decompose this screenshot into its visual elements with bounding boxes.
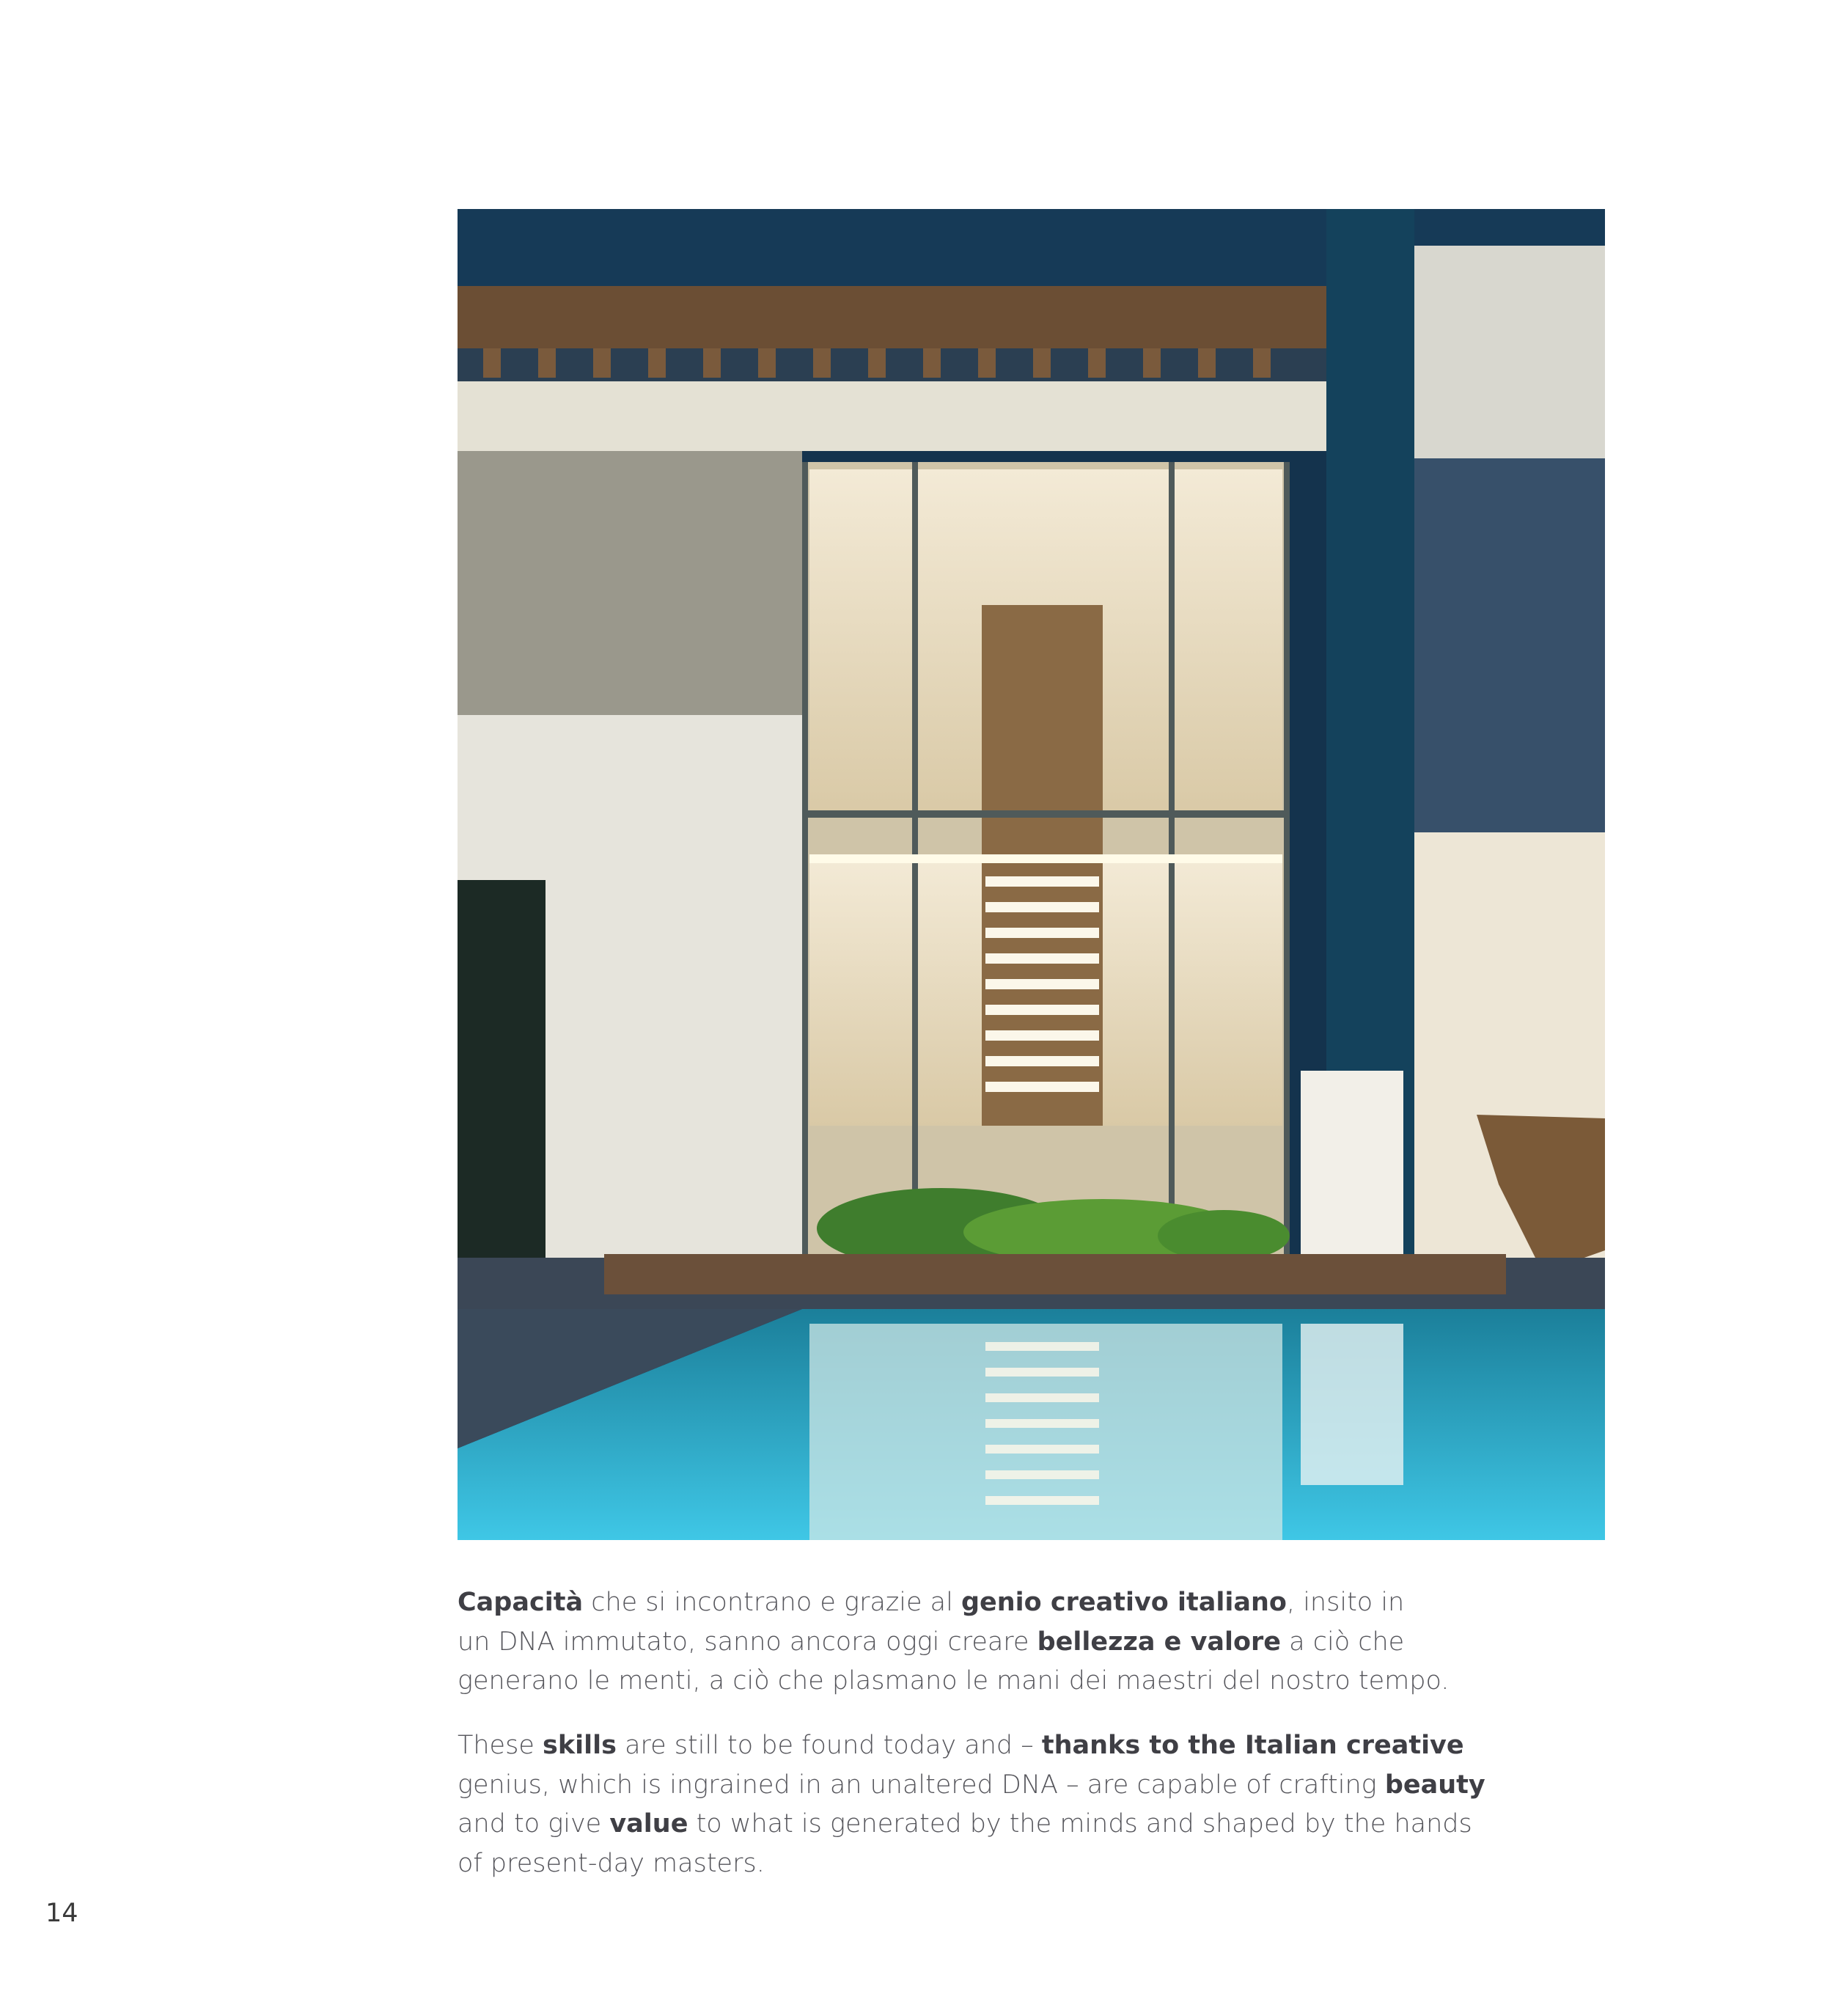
text-run: are still to be found today and – [616, 1731, 1042, 1760]
text-run: , insito in [1286, 1588, 1405, 1617]
paragraph-english [458, 1726, 1513, 1883]
bold-phrase: skills [543, 1731, 617, 1760]
text-run: of present-day masters. [458, 1848, 765, 1878]
text-run: and to give [458, 1809, 610, 1839]
paragraph-italian [458, 1583, 1513, 1701]
bold-phrase: genio creativo italiano [960, 1588, 1287, 1617]
bold-phrase: value [609, 1809, 688, 1839]
text-run: a ciò che [1281, 1627, 1405, 1657]
text-run: generano le menti, a ciò che plasmano le mani dei maestri del nostro tempo. [458, 1666, 1450, 1696]
bold-phrase: Capacità [458, 1588, 584, 1617]
text-run: These [458, 1731, 543, 1760]
villa-photo [458, 209, 1605, 1540]
page-number: 14 [45, 1899, 78, 1928]
bold-phrase: bellezza e valore [1037, 1627, 1282, 1657]
text-run: un DNA immutato, sanno ancora oggi creare [458, 1627, 1037, 1657]
text-run: to what is generated by the minds and shaped by the hands [688, 1809, 1472, 1839]
text-run: genius, which is ingrained in an unaltered DNA – are capable of crafting [458, 1770, 1385, 1800]
bold-phrase: beauty [1384, 1770, 1485, 1800]
text-run: che si incontrano e grazie al [583, 1588, 961, 1617]
bold-phrase: thanks to the Italian creative [1041, 1731, 1464, 1760]
